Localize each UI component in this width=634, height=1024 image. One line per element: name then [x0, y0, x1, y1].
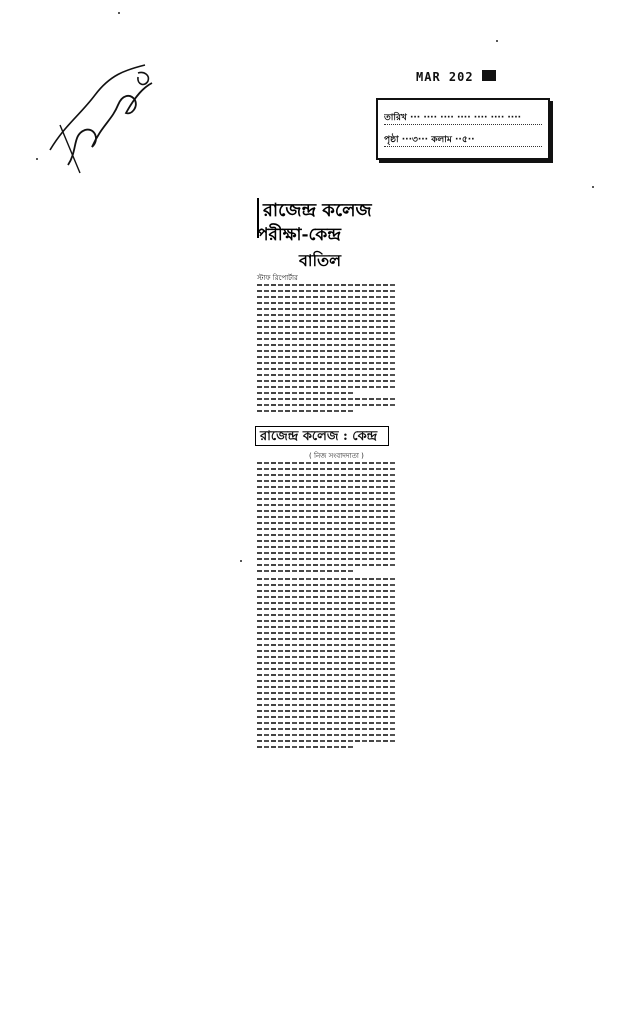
scan-speck: [592, 186, 594, 188]
date-stamp: MAR 202: [416, 70, 474, 84]
handwritten-note: [40, 55, 160, 175]
stamp-column-value: ··৫··: [455, 135, 475, 145]
scan-speck: [240, 560, 242, 562]
stamp-column-label: কলাম: [431, 135, 452, 145]
stamp-date-dots: ··· ···· ···· ···· ···· ···· ····: [409, 113, 522, 123]
office-stamp: [376, 98, 550, 160]
newspaper-clipping: [249, 196, 397, 764]
scan-speck: [36, 158, 38, 160]
byline: স্টাফ রিপোর্টার: [257, 274, 298, 282]
date-stamp-smudge: [482, 70, 496, 81]
article-body-middle: [257, 462, 395, 576]
stamp-date-row: [384, 110, 542, 125]
stamp-page-row: [384, 132, 542, 147]
sub-headline: রাজেন্দ্র কলেজ : কেন্দ্র: [255, 426, 389, 446]
headline-line-2: পরীক্ষা-কেন্দ্র: [257, 225, 342, 245]
stamp-page-value: ···৩···: [401, 135, 429, 145]
article-body-top: [257, 284, 395, 416]
headline-line-1: রাজেন্দ্র কলেজ: [263, 200, 372, 221]
stamp-page-label: পৃষ্ঠা: [384, 135, 399, 145]
stamp-date-label: তারিখ: [384, 113, 407, 123]
sub-byline: ( নিজ সংবাদদাতা ): [309, 452, 364, 460]
scan-speck: [118, 12, 120, 14]
article-body-bottom: [257, 578, 395, 752]
headline-line-3: বাতিল: [299, 251, 342, 270]
scan-speck: [496, 40, 498, 42]
